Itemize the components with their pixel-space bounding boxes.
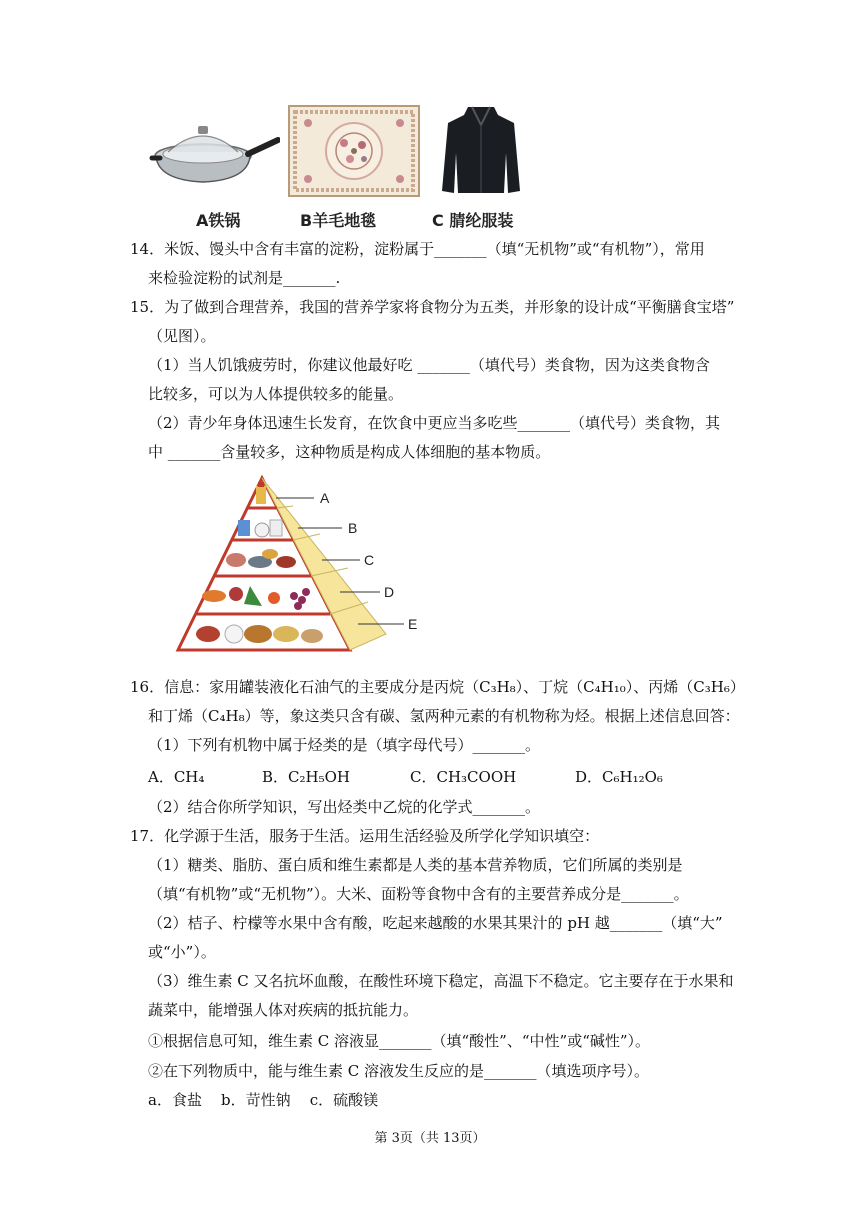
- q16-option-c: C．CH₃COOH: [410, 768, 517, 786]
- q17-sub1-line1: （1）糖类、脂肪、蛋白质和维生素都是人类的基本营养物质，它们所属的类别是: [148, 856, 683, 874]
- q17-choices: a．食盐 b．苛性钠 c．硫酸镁: [148, 1091, 379, 1109]
- q15-sub2-line2: 中 _______含量较多，这种物质是构成人体细胞的基本物质。: [148, 443, 551, 461]
- q17-sub2-line2: 或“小”）。: [148, 943, 216, 961]
- q16-option-a: A．CH₄: [148, 768, 205, 786]
- q15-line2: （见图）。: [148, 327, 216, 345]
- q16-sub2: （2）结合你所学知识，写出烃类中乙烷的化学式_______。: [148, 798, 541, 816]
- jacket-caption: C 腈纶服装: [432, 211, 514, 230]
- pyramid-label-d: D: [384, 584, 395, 600]
- q15-sub1-line1: （1）当人饥饿疲劳时，你建议他最好吃 _______（填代号）类食物，因为这类食物含: [148, 356, 710, 374]
- q17-line1: 17．化学源于生活，服务于生活。运用生活经验及所学化学知识填空：: [130, 827, 600, 845]
- q14-line1: 14．米饭、馒头中含有丰富的淀粉，淀粉属于_______（填“无机物”或“有机物”），常用: [130, 240, 705, 258]
- pyramid-label-c: C: [364, 552, 375, 568]
- q16-line2: 和丁烯（C₄H₈）等，象这类只含有碳、氢两种元素的有机物称为烃。根据上述信息回答：: [148, 707, 740, 725]
- page-footer: 第 3页（共 13页）: [374, 1131, 486, 1146]
- q16-option-d: D．C₆H₁₂O₆: [575, 768, 663, 786]
- q17-sub3-line2: 蔬菜中，能增强人体对疾病的抵抗能力。: [148, 1001, 419, 1019]
- pan-caption: A铁锅: [196, 211, 241, 230]
- pyramid-label-a: A: [320, 490, 330, 506]
- q17-sub1-line2: （填“有机物”或“无机物”）。大米、面粉等食物中含有的主要营养成分是_______。: [148, 885, 689, 903]
- q14-line2: 来检验淀粉的试剂是_______.: [148, 269, 341, 287]
- q17-sub3-line1: （3）维生素 C 又名抗坏血酸，在酸性环境下稳定，高温下不稳定。它主要存在于水果和: [148, 972, 734, 990]
- pyramid-label-b: B: [348, 520, 358, 536]
- acrylic-jacket-image: [440, 103, 522, 195]
- q17-sub2-line1: （2）桔子、柠檬等水果中含有酸，吃起来越酸的水果其果汁的 pH 越_______（填“大”: [148, 914, 723, 932]
- q15-line1: 15．为了做到合理营养，我国的营养学家将食物分为五类，并形象的设计成“平衡膳食宝塔”: [130, 298, 735, 316]
- q15-sub1-line2: 比较多，可以为人体提供较多的能量。: [148, 385, 404, 403]
- pyramid-label-e: E: [408, 616, 418, 632]
- q15-sub2-line1: （2）青少年身体迅速生长发育，在饮食中更应当多吃些_______（填代号）类食物，其: [148, 414, 721, 432]
- wool-rug-image: [288, 105, 420, 197]
- rug-caption: B羊毛地毯: [300, 211, 377, 230]
- q16-option-b: B．C₂H₅OH: [262, 768, 350, 786]
- q16-sub1: （1）下列有机物中属于烃类的是（填字母代号）_______。: [148, 736, 541, 754]
- q17-item2: ②在下列物质中，能与维生素 C 溶液发生反应的是_______（填选项序号）。: [148, 1062, 650, 1080]
- iron-pan-image: [148, 118, 280, 188]
- q17-item1: ①根据信息可知，维生素 C 溶液显_______（填“酸性”、“中性”或“碱性”）。: [148, 1032, 651, 1050]
- q16-line1: 16．信息：家用罐装液化石油气的主要成分是丙烷（C₃H₈）、丁烷（C₄H₁₀）、丙烯（C₃H₆）: [130, 678, 745, 696]
- food-pyramid-diagram: [150, 474, 435, 660]
